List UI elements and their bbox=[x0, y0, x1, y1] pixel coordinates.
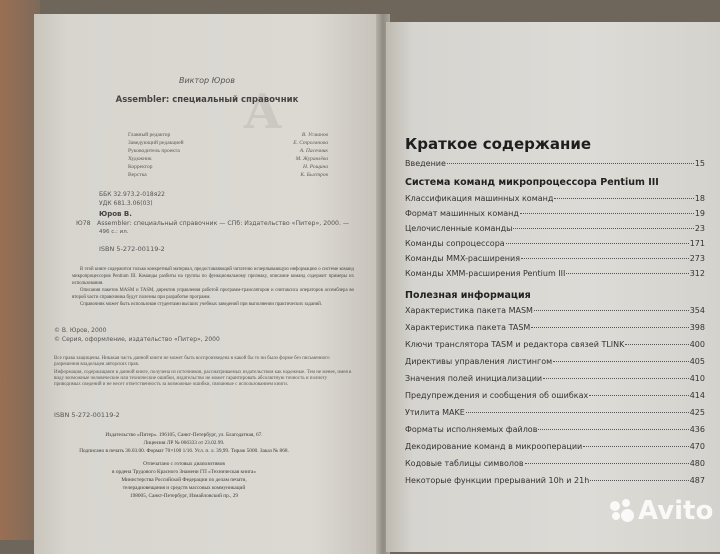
catalog-code: Ю78 bbox=[76, 220, 91, 227]
toc-entry-title: Классификация машинных команд bbox=[405, 194, 554, 203]
toc-entry-page: 400 bbox=[689, 340, 705, 349]
toc-entry-title: Кодовые таблицы символов bbox=[405, 459, 524, 468]
imprint-line: телерадиовещания и средств массовых коммуникаций bbox=[122, 485, 246, 491]
credit-role: Руководитель проекта bbox=[128, 148, 180, 154]
credit-role: Художник bbox=[128, 156, 152, 162]
toc-entry bbox=[405, 476, 705, 485]
credit-name: К. Быстров bbox=[300, 172, 328, 178]
dot-leader bbox=[554, 198, 693, 199]
credit-role: Верстка bbox=[128, 172, 147, 178]
toc-entry bbox=[405, 391, 705, 400]
annotation-paragraph: В этой книге содержится только конкретный материал, предоставляющий читателю исчерпывающую информацию о системе команд микропроцессоров Pentium III. Команды разбиты на группы по функциональному признаку, описание команд содержит примеры их использования. bbox=[72, 267, 354, 286]
imprint-line: Подписано в печать 30.03.00. Формат 70×100 1/16. Усл. п. л. 39,99. Тираж 5000. Заказ № 868. bbox=[79, 448, 289, 454]
toc-entry-page: 171 bbox=[689, 239, 705, 248]
credit-role: Заведующий редакцией bbox=[128, 140, 184, 146]
copyright-author: © В. Юров, 2000 bbox=[54, 327, 107, 334]
credits-list bbox=[128, 131, 328, 179]
toc-entry-title: Команды MMX-расширения bbox=[405, 254, 521, 263]
toc-entry bbox=[405, 254, 705, 263]
toc-entry bbox=[405, 306, 705, 315]
toc-entry bbox=[405, 323, 705, 332]
toc-entry-title: Значения полей инициализации bbox=[405, 374, 543, 383]
right-page bbox=[386, 22, 720, 552]
toc-entry-title: Некоторые функции прерываний 10h и 21h bbox=[405, 476, 590, 485]
avito-watermark bbox=[610, 496, 713, 526]
toc-entry-title: Директивы управления листингом bbox=[405, 357, 553, 366]
toc-entry-title: Характеристика пакета TASM bbox=[405, 323, 531, 332]
annotation-paragraph: Описания пакетов MASM и TASM, директив управления работой программ-трансляторов и синтаксиса операторов ассемблера во второй части справочника будут полезны при разработке программ. bbox=[72, 288, 354, 300]
imprint bbox=[54, 431, 314, 500]
avito-logo-icon bbox=[610, 499, 634, 523]
dot-leader bbox=[553, 361, 689, 362]
toc-entry bbox=[405, 224, 705, 233]
toc-section-title: Система команд микропроцессора Pentium III bbox=[405, 177, 659, 188]
credit-name: Е. Строганова bbox=[293, 140, 328, 146]
toc-entry-title: Введение bbox=[405, 159, 446, 168]
imprint-line: Отпечатано с готовых диапозитивов bbox=[143, 461, 225, 467]
toc-heading: Краткое содержание bbox=[405, 135, 592, 153]
left-page bbox=[34, 14, 380, 554]
isbn: ISBN 5-272-00119-2 bbox=[99, 245, 165, 253]
toc-entry bbox=[405, 340, 705, 349]
toc-entry-title: Ключи транслятора TASM и редактора связей TLINK bbox=[405, 340, 625, 349]
credit-name: Н. Рощина bbox=[302, 164, 328, 170]
credit-row bbox=[128, 139, 328, 147]
copyright-series: © Серия, оформление, издательство «Питер», 2000 bbox=[54, 336, 220, 343]
toc-entry bbox=[405, 269, 705, 278]
dot-leader bbox=[525, 463, 689, 464]
dot-leader bbox=[583, 446, 688, 447]
toc-entry-page: 436 bbox=[689, 425, 705, 434]
dot-leader bbox=[506, 243, 689, 244]
dot-leader bbox=[590, 480, 688, 481]
annotation bbox=[72, 266, 354, 308]
page-count: 496 с.: ил. bbox=[99, 229, 129, 235]
toc-entry-intro bbox=[405, 159, 705, 168]
credit-role: Главный редактор bbox=[128, 132, 171, 138]
dot-leader bbox=[538, 429, 688, 430]
toc-entry-page: 425 bbox=[689, 408, 705, 417]
credit-role: Корректор bbox=[128, 164, 153, 170]
dot-leader bbox=[531, 327, 688, 328]
toc-entry-page: 410 bbox=[689, 374, 705, 383]
dot-leader bbox=[521, 258, 689, 259]
toc-entry-page: 15 bbox=[694, 159, 705, 168]
toc-entry-page: 487 bbox=[689, 476, 705, 485]
credit-name: В. Усманов bbox=[301, 132, 328, 138]
toc-entry bbox=[405, 459, 705, 468]
avito-wordmark: Avito bbox=[638, 496, 714, 526]
dot-leader bbox=[566, 273, 688, 274]
toc-entry-title: Предупреждения и сообщения об ошибках bbox=[405, 391, 589, 400]
toc-entry bbox=[405, 239, 705, 248]
toc-entry-title: Целочисленные команды bbox=[405, 224, 513, 233]
toc-entry-page: 354 bbox=[689, 306, 705, 315]
bbk-code: ББК 32.973.2-018я22 bbox=[99, 191, 165, 198]
toc-entry-title: Форматы исполняемых файлов bbox=[405, 425, 538, 434]
toc-entry-page: 312 bbox=[689, 269, 705, 278]
toc-entry-page: 398 bbox=[689, 323, 705, 332]
toc-entry-title: Декодирование команд в микрооперации bbox=[405, 442, 583, 451]
toc-entry-title: Формат машинных команд bbox=[405, 209, 519, 218]
toc-entry bbox=[405, 209, 705, 218]
imprint-line: в ордена Трудового Красного Знамени ГП «Техническая книга» bbox=[112, 469, 256, 475]
toc-entry-title: Утилита MAKE bbox=[405, 408, 465, 417]
toc-entry-page: 18 bbox=[694, 194, 705, 203]
toc-entry-page: 414 bbox=[689, 391, 705, 400]
dot-leader bbox=[625, 344, 688, 345]
book-title: Assembler: специальный справочник bbox=[115, 95, 299, 105]
toc-entry bbox=[405, 357, 705, 366]
toc-entry-title: Команды сопроцессора bbox=[405, 239, 505, 248]
toc-entry-page: 19 bbox=[694, 209, 705, 218]
dot-leader bbox=[466, 412, 689, 413]
credit-row bbox=[128, 155, 328, 163]
toc-section-title: Полезная информация bbox=[405, 290, 531, 301]
dot-leader bbox=[520, 213, 694, 214]
imprint-line: 198005, Санкт-Петербург, Измайловский пр., 29 bbox=[129, 493, 239, 499]
toc-entry-page: 405 bbox=[689, 357, 705, 366]
credit-name: А. Пасечник bbox=[299, 148, 328, 154]
toc-entry bbox=[405, 374, 705, 383]
disclaimer: Информация, содержащаяся в данной книге, получена из источников, рассматриваемых издательством как надежные. Тем не менее, имея в виду возможные человеческие или технические ошибки, издательство не может гарантировать абсолютную точность и полноту приводимых сведений и не несет ответственность за возможные ошибки, связанные с использованием книги. bbox=[54, 370, 352, 387]
imprint-line: Министерства Российской Федерации по делам печати, bbox=[121, 477, 247, 483]
credit-row bbox=[128, 131, 328, 139]
toc-entry-page: 273 bbox=[689, 254, 705, 263]
credit-row bbox=[128, 147, 328, 155]
rights-notice: Все права защищены. Никакая часть данной книги не может быть воспроизведена в какой бы то ни было форме без письменного разрешения владельцев авторских прав. bbox=[54, 356, 330, 367]
credit-row bbox=[128, 171, 328, 179]
isbn-bottom: ISBN 5-272-00119-2 bbox=[54, 411, 120, 419]
credit-row bbox=[128, 163, 328, 171]
book-author: Виктор Юров bbox=[178, 76, 236, 85]
imprint-line: Лицензия ЛР № 066333 от 23.02.99. bbox=[143, 440, 225, 446]
toc-entry bbox=[405, 408, 705, 417]
toc-entry bbox=[405, 194, 705, 203]
annotation-paragraph: Справочник может быть использован студентами высших учебных заведений при выполнении практических заданий. bbox=[80, 302, 322, 307]
dot-leader bbox=[534, 310, 689, 311]
toc-entry bbox=[405, 442, 705, 451]
dot-leader bbox=[543, 378, 689, 379]
dot-leader bbox=[513, 228, 693, 229]
imprint-line: Издательство «Питер». 196105, Санкт-Петербург, ул. Благодатная, 67. bbox=[105, 432, 263, 438]
author-short: Юров В. bbox=[99, 210, 132, 218]
show-through-cover-text: A bbox=[244, 84, 282, 140]
catalog-entry: Assembler: специальный справочник — СПб: Издательство «Питер», 2000. — bbox=[97, 220, 350, 227]
toc-entry bbox=[405, 425, 705, 434]
toc-entry-title: Команды XMM-расширения Pentium III bbox=[405, 269, 566, 278]
credit-name: М. Журавлёва bbox=[295, 156, 328, 162]
dot-leader bbox=[589, 395, 688, 396]
toc-entry-page: 480 bbox=[689, 459, 705, 468]
toc-entry-title: Характеристика пакета MASM bbox=[405, 306, 533, 315]
toc-entry-page: 23 bbox=[694, 224, 705, 233]
udk-code: УДК 681.3.06(03) bbox=[99, 200, 153, 207]
toc-entry-page: 470 bbox=[689, 442, 705, 451]
